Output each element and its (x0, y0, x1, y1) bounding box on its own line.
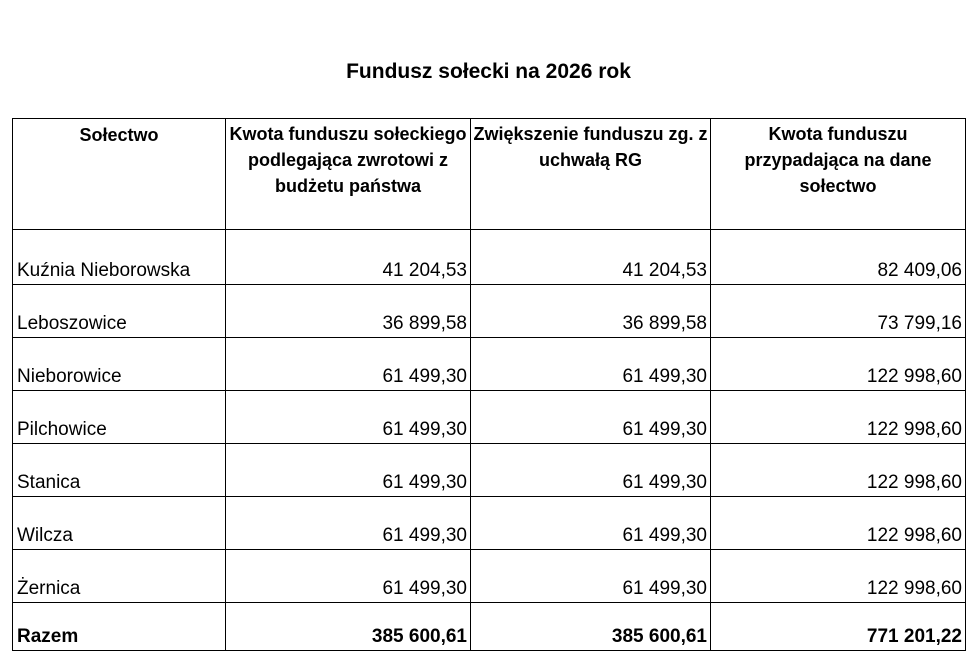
table-row (13, 391, 966, 444)
row-refund: 61 499,30 (226, 338, 471, 391)
table-row (13, 230, 966, 285)
page-title: Fundusz sołecki na 2026 rok (346, 60, 631, 83)
row-total: 122 998,60 (711, 338, 966, 391)
row-increase: 61 499,30 (471, 338, 711, 391)
row-name: Stanica (13, 444, 226, 497)
table-row (13, 444, 966, 497)
table-row (13, 338, 966, 391)
total-total: 771 201,22 (711, 603, 966, 651)
row-increase: 61 499,30 (471, 497, 711, 550)
total-increase: 385 600,61 (471, 603, 711, 651)
fund-table (12, 118, 966, 651)
row-increase: 41 204,53 (471, 230, 711, 285)
row-total: 73 799,16 (711, 285, 966, 338)
row-name: Kuźnia Nieborowska (13, 230, 226, 285)
row-increase: 61 499,30 (471, 391, 711, 444)
row-refund: 41 204,53 (226, 230, 471, 285)
row-total: 122 998,60 (711, 497, 966, 550)
row-name: Żernica (13, 550, 226, 603)
total-label: Razem (13, 603, 226, 651)
row-name: Nieborowice (13, 338, 226, 391)
total-refund: 385 600,61 (226, 603, 471, 651)
row-refund: 61 499,30 (226, 391, 471, 444)
table-header-row (13, 119, 966, 230)
header-increase: Zwiększenie funduszu zg. z uchwałą RG (471, 119, 711, 230)
row-total: 122 998,60 (711, 391, 966, 444)
table-row (13, 550, 966, 603)
row-increase: 61 499,30 (471, 550, 711, 603)
row-increase: 61 499,30 (471, 444, 711, 497)
row-increase: 36 899,58 (471, 285, 711, 338)
row-refund: 61 499,30 (226, 497, 471, 550)
row-name: Wilcza (13, 497, 226, 550)
header-refund: Kwota funduszu sołeckiego podlegająca zwrotowi z budżetu państwa (226, 119, 471, 230)
total-row (13, 603, 966, 651)
row-name: Leboszowice (13, 285, 226, 338)
row-total: 122 998,60 (711, 550, 966, 603)
row-name: Pilchowice (13, 391, 226, 444)
row-refund: 61 499,30 (226, 444, 471, 497)
row-refund: 36 899,58 (226, 285, 471, 338)
row-refund: 61 499,30 (226, 550, 471, 603)
row-total: 122 998,60 (711, 444, 966, 497)
header-total: Kwota funduszu przypadająca na dane sołectwo (711, 119, 966, 230)
table-row (13, 285, 966, 338)
table-row (13, 497, 966, 550)
header-solectwo: Sołectwo (13, 119, 226, 230)
row-total: 82 409,06 (711, 230, 966, 285)
